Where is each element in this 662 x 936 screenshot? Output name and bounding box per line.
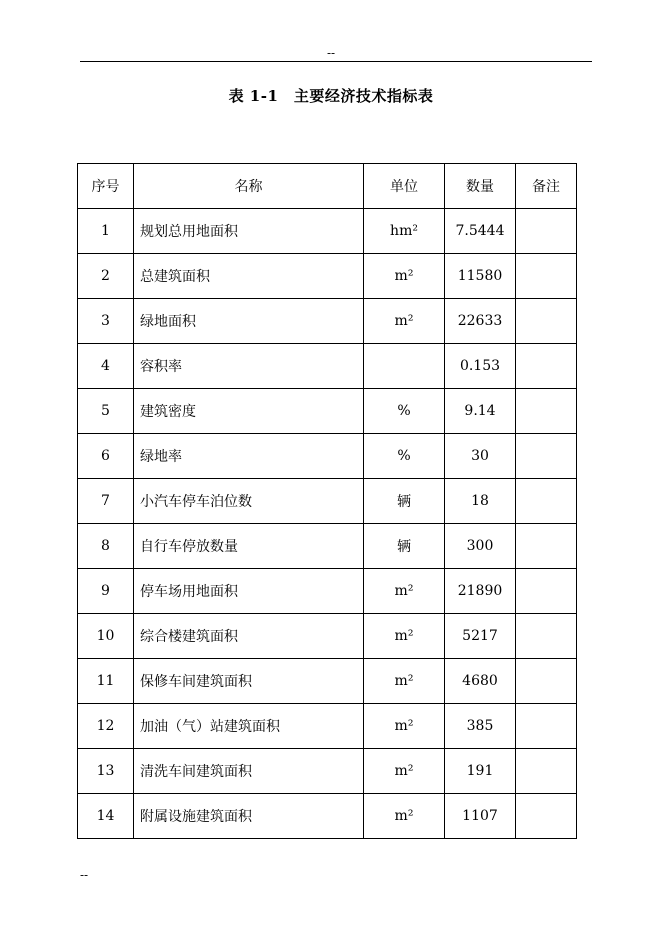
cell-qty: 21890 — [445, 569, 516, 614]
page-footer-mark: -- — [80, 868, 89, 882]
cell-name: 停车场用地面积 — [134, 569, 364, 614]
cell-no: 14 — [78, 794, 134, 839]
cell-unit: m² — [364, 569, 445, 614]
cell-unit: m² — [364, 254, 445, 299]
table-row — [78, 704, 577, 749]
table-row — [78, 749, 577, 794]
cell-qty: 5217 — [445, 614, 516, 659]
table-row — [78, 299, 577, 344]
cell-qty: 9.14 — [445, 389, 516, 434]
table-header-row — [78, 164, 577, 209]
cell-unit: 辆 — [364, 479, 445, 524]
cell-note — [516, 254, 577, 299]
cell-note — [516, 524, 577, 569]
cell-no: 6 — [78, 434, 134, 479]
cell-name: 规划总用地面积 — [134, 209, 364, 254]
cell-qty: 7.5444 — [445, 209, 516, 254]
cell-note — [516, 749, 577, 794]
table-row — [78, 209, 577, 254]
table-row — [78, 614, 577, 659]
cell-name: 总建筑面积 — [134, 254, 364, 299]
table-title: 表 1-1 主要经济技术指标表 — [228, 87, 434, 105]
cell-note — [516, 569, 577, 614]
cell-unit — [364, 344, 445, 389]
cell-qty: 0.153 — [445, 344, 516, 389]
table-row — [78, 389, 577, 434]
cell-unit: % — [364, 389, 445, 434]
cell-qty: 22633 — [445, 299, 516, 344]
cell-qty: 11580 — [445, 254, 516, 299]
cell-qty: 18 — [445, 479, 516, 524]
cell-qty: 191 — [445, 749, 516, 794]
cell-note — [516, 389, 577, 434]
column-header-unit: 单位 — [364, 164, 445, 209]
cell-qty: 30 — [445, 434, 516, 479]
table-row — [78, 794, 577, 839]
cell-note — [516, 299, 577, 344]
cell-name: 自行车停放数量 — [134, 524, 364, 569]
column-header-no: 序号 — [78, 164, 134, 209]
cell-unit: m² — [364, 299, 445, 344]
cell-unit: m² — [364, 659, 445, 704]
cell-note — [516, 704, 577, 749]
cell-qty: 300 — [445, 524, 516, 569]
column-header-qty: 数量 — [445, 164, 516, 209]
cell-name: 绿地率 — [134, 434, 364, 479]
cell-name: 清洗车间建筑面积 — [134, 749, 364, 794]
cell-unit: m² — [364, 704, 445, 749]
cell-qty: 1107 — [445, 794, 516, 839]
table-row — [78, 569, 577, 614]
cell-name: 综合楼建筑面积 — [134, 614, 364, 659]
cell-note — [516, 794, 577, 839]
cell-no: 11 — [78, 659, 134, 704]
cell-no: 1 — [78, 209, 134, 254]
table-row — [78, 479, 577, 524]
cell-name: 加油（气）站建筑面积 — [134, 704, 364, 749]
cell-note — [516, 344, 577, 389]
cell-no: 4 — [78, 344, 134, 389]
table-row — [78, 434, 577, 479]
cell-no: 3 — [78, 299, 134, 344]
table-row — [78, 524, 577, 569]
cell-no: 2 — [78, 254, 134, 299]
cell-name: 附属设施建筑面积 — [134, 794, 364, 839]
cell-no: 13 — [78, 749, 134, 794]
cell-note — [516, 479, 577, 524]
table-row — [78, 254, 577, 299]
table-row — [78, 344, 577, 389]
cell-qty: 4680 — [445, 659, 516, 704]
cell-unit: 辆 — [364, 524, 445, 569]
cell-unit: m² — [364, 614, 445, 659]
cell-unit: m² — [364, 794, 445, 839]
cell-no: 12 — [78, 704, 134, 749]
cell-unit: m² — [364, 749, 445, 794]
cell-note — [516, 614, 577, 659]
cell-name: 绿地面积 — [134, 299, 364, 344]
header-rule — [80, 61, 592, 62]
table-row — [78, 659, 577, 704]
cell-name: 小汽车停车泊位数 — [134, 479, 364, 524]
table-body — [78, 209, 577, 839]
cell-no: 10 — [78, 614, 134, 659]
cell-no: 5 — [78, 389, 134, 434]
cell-note — [516, 209, 577, 254]
cell-no: 7 — [78, 479, 134, 524]
cell-unit: hm² — [364, 209, 445, 254]
cell-name: 建筑密度 — [134, 389, 364, 434]
cell-name: 容积率 — [134, 344, 364, 389]
cell-unit: % — [364, 434, 445, 479]
cell-qty: 385 — [445, 704, 516, 749]
cell-no: 8 — [78, 524, 134, 569]
cell-note — [516, 659, 577, 704]
indicator-table — [77, 163, 577, 839]
column-header-name: 名称 — [134, 164, 364, 209]
cell-note — [516, 434, 577, 479]
page-header-mark: -- — [326, 46, 336, 60]
cell-name: 保修车间建筑面积 — [134, 659, 364, 704]
column-header-note: 备注 — [516, 164, 577, 209]
cell-no: 9 — [78, 569, 134, 614]
